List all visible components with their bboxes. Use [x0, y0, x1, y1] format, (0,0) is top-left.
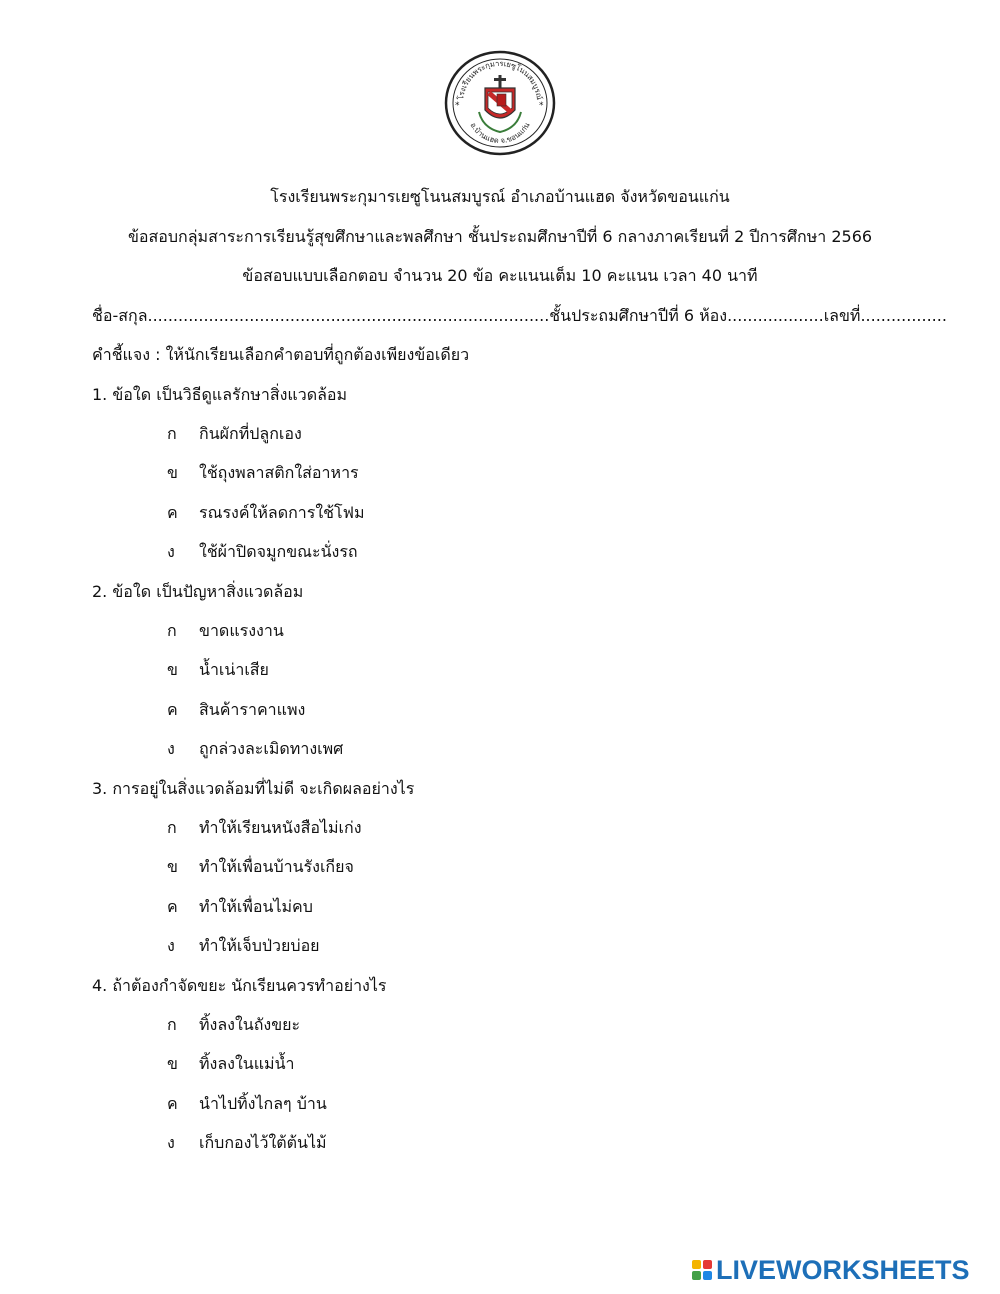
option-text[interactable]: ขาดแรงงาน: [199, 621, 284, 640]
option-text[interactable]: ทิ้งลงในแม่น้ำ: [199, 1054, 295, 1073]
option-text[interactable]: นำไปทิ้งไกลๆ บ้าน: [199, 1094, 327, 1113]
option-text[interactable]: ทำให้เจ็บป่วยบ่อย: [199, 936, 320, 955]
student-info-line: ชื่อ-สกุล...............................................................................ชั้นประถมศึกษาปีที่ 6 ห้อง...................เลขที่.................: [92, 306, 947, 325]
option-letter: ข: [167, 660, 178, 679]
option-text[interactable]: เก็บกองไว้ใต้ต้นไม้: [199, 1133, 327, 1152]
option-letter: ค: [167, 1094, 178, 1113]
question-4: 4. ถ้าต้องกำจัดขยะ นักเรียนควรทำอย่างไร: [92, 976, 387, 995]
option-letter: ก: [167, 424, 177, 443]
option-letter: ง: [167, 739, 175, 758]
option-letter: ข: [167, 1054, 178, 1073]
option-letter: ข: [167, 857, 178, 876]
question-3: 3. การอยู่ในสิ่งแวดล้อมที่ไม่ดี จะเกิดผลอย่างไร: [92, 779, 415, 798]
option-text[interactable]: สินค้าราคาแพง: [199, 700, 306, 719]
question-1: 1. ข้อใด เป็นวิธีดูแลรักษาสิ่งแวดล้อม: [92, 385, 348, 404]
option-text[interactable]: ทำให้เพื่อนไม่คบ: [199, 897, 313, 916]
option-text[interactable]: ทำให้เพื่อนบ้านรังเกียจ: [199, 857, 354, 876]
school-title: โรงเรียนพระกุมารเยซูโนนสมบูรณ์ อำเภอบ้านแฮด จังหวัดขอนแก่น: [270, 187, 730, 206]
option-letter: ก: [167, 1015, 177, 1034]
option-letter: ก: [167, 621, 177, 640]
question-2: 2. ข้อใด เป็นปัญหาสิ่งแวดล้อม: [92, 582, 304, 601]
seal-arc-text-top: โรงเรียนพระกุมารเยซูโนนสมบูรณ์: [456, 58, 544, 101]
option-letter: ง: [167, 542, 175, 561]
exam-subject-title: ข้อสอบกลุ่มสาระการเรียนรู้สุขศึกษาและพลศึกษา ชั้นประถมศึกษาปีที่ 6 กลางภาคเรียนที่ 2 ปีการศึกษา 2566: [127, 227, 873, 246]
svg-text:*: *: [539, 101, 544, 111]
option-letter: ก: [167, 818, 177, 837]
liveworksheets-logo-icon: [692, 1260, 712, 1280]
logo-square: [692, 1271, 701, 1280]
option-letter: ค: [167, 897, 178, 916]
option-letter: ค: [167, 700, 178, 719]
option-text[interactable]: น้ำเน่าเสีย: [199, 660, 269, 679]
seal-arc-text-bottom: อ.บ้านแฮด จ.ขอนแก่น: [468, 120, 532, 146]
option-letter: ง: [167, 1133, 175, 1152]
option-letter: ข: [167, 463, 178, 482]
option-text[interactable]: ใช้ถุงพลาสติกใส่อาหาร: [199, 463, 359, 482]
brand-text: LIVEWORKSHEETS: [716, 1255, 970, 1285]
option-letter: ง: [167, 936, 175, 955]
option-text[interactable]: ทิ้งลงในถังขยะ: [199, 1015, 301, 1034]
option-text[interactable]: กินผักที่ปลูกเอง: [199, 424, 302, 443]
logo-square: [703, 1271, 712, 1280]
logo-square: [703, 1260, 712, 1269]
liveworksheets-brand[interactable]: [692, 1255, 970, 1285]
instruction: คำชี้แจง : ให้นักเรียนเลือกคำตอบที่ถูกต้องเพียงข้อเดียว: [92, 345, 470, 364]
option-text[interactable]: ถูกล่วงละเมิดทางเพศ: [199, 739, 344, 758]
option-text[interactable]: ใช้ผ้าปิดจมูกขณะนั่งรถ: [199, 542, 358, 561]
exam-info: ข้อสอบแบบเลือกตอบ จำนวน 20 ข้อ คะแนนเต็ม 10 คะแนน เวลา 40 นาที: [242, 266, 758, 285]
option-text[interactable]: รณรงค์ให้ลดการใช้โฟม: [199, 503, 365, 522]
school-seal-icon: [443, 50, 557, 156]
option-letter: ค: [167, 503, 178, 522]
svg-text:*: *: [455, 101, 460, 111]
option-text[interactable]: ทำให้เรียนหนังสือไม่เก่ง: [199, 818, 362, 837]
logo-square: [692, 1260, 701, 1269]
